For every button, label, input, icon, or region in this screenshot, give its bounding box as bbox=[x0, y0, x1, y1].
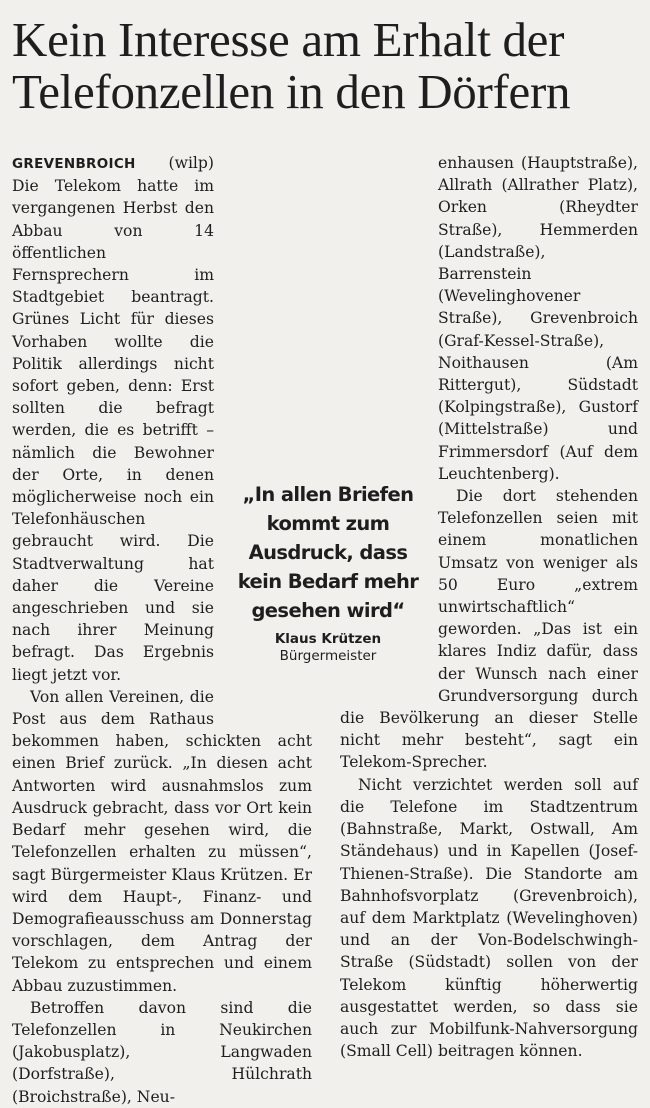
pullquote-role: Bürgermeister bbox=[279, 648, 377, 664]
paragraph-kept: Nicht verzichtet werden soll auf die Telefone im Stadtzentrum (Bahnstraße, Markt, Ostwall, Am Ständehaus) und in Kapellen (Josef-Thienen-Straße). Die Standorte am Bahnhofsvorplatz (Grevenbroich), auf dem Marktplatz (Wevelinghoven) und an der Von-Bodelschwingh-Straße (Südstadt) sollen von der Telekom künftig höherwertig ausgestattet werden, so dass sie auch zur Mobilfunk-Nahversorgung (Small Cell) beitragen können. bbox=[340, 775, 638, 1061]
pullquote-text: „In allen Briefen kommt zum Ausdruck, dass kein Bedarf mehr gesehen wird“ bbox=[237, 483, 419, 622]
paragraph-revenue: Die dort stehenden Telefonzellen seien mit einem monatlichen Umsatz von weniger als 50 Euro „extrem unwirtschaftlich“ geworden. „Das ist ein klares Indiz dafür, dass der Wunsch nach einer Grundversorgung durch die Bevölkerung an dieser Stelle nicht mehr besteht“, sagt ein Telekom-Sprecher. bbox=[340, 487, 638, 772]
pullquote bbox=[228, 480, 428, 664]
dateline: GREVENBROICH bbox=[12, 156, 136, 172]
pullquote-author: Klaus Krützen bbox=[274, 631, 382, 647]
paragraph-responses: Von allen Vereinen, die Post aus dem Rathaus bekommen haben, schickten acht einen Brief zurück. „In diesen acht Antworten wird ausnahmslos zum Ausdruck gebracht, dass vor Ort kein Bedarf mehr gesehen wird, die Telefonzellen erhalten zu müssen“, sagt Bürgermeister Klaus Krützen. Er wird dem Haupt-, Finanz- und Demografieausschuss am Donnerstag vorschlagen, dem Antrag der Telekom zu entsprechen und einem Abbau zuzustimmen. bbox=[12, 687, 312, 995]
intro-text: (wilp) Die Telekom hatte im vergangenen Herbst den Abbau von 14 öffentlichen Fernsprechern im Stadtgebiet beantragt. Grünes Licht für dieses Vorhaben wollte die Politik allerdings nicht sofort geben, denn: Erst sollten die befragt werden, die es betrifft – nämlich die Bewohner der Orte, in denen möglicherweise noch ein Telefonhäuschen gebraucht wird. Die Stadtverwaltung hat daher die Vereine angeschrieben und sie nach ihrer Meinung befragt. Das Ergebnis liegt jetzt vor. bbox=[12, 154, 214, 684]
headline: Kein Interesse am Erhalt der Telefonzellen in den Dörfern bbox=[12, 12, 571, 119]
paragraph-locations: enhausen (Hauptstraße), Allrath (Allrather Platz), Orken (Rheydter Straße), Hemmerden (Landstraße), Barrenstein (Wevelinghovener Straße), Grevenbroich (Graf-Kessel-Straße), Noithausen (Am Rittergut), Südstadt (Kolpingstraße), Gustorf (Mittelstraße) und Frimmersdorf (Auf dem Leuchtenberg). bbox=[438, 154, 638, 483]
paragraph-affected: Betroffen davon sind die Telefonzellen in Neukirchen (Jakobusplatz), Langwaden (Dorfstraße), Hülchrath (Broichstraße), Neu- bbox=[12, 998, 312, 1106]
